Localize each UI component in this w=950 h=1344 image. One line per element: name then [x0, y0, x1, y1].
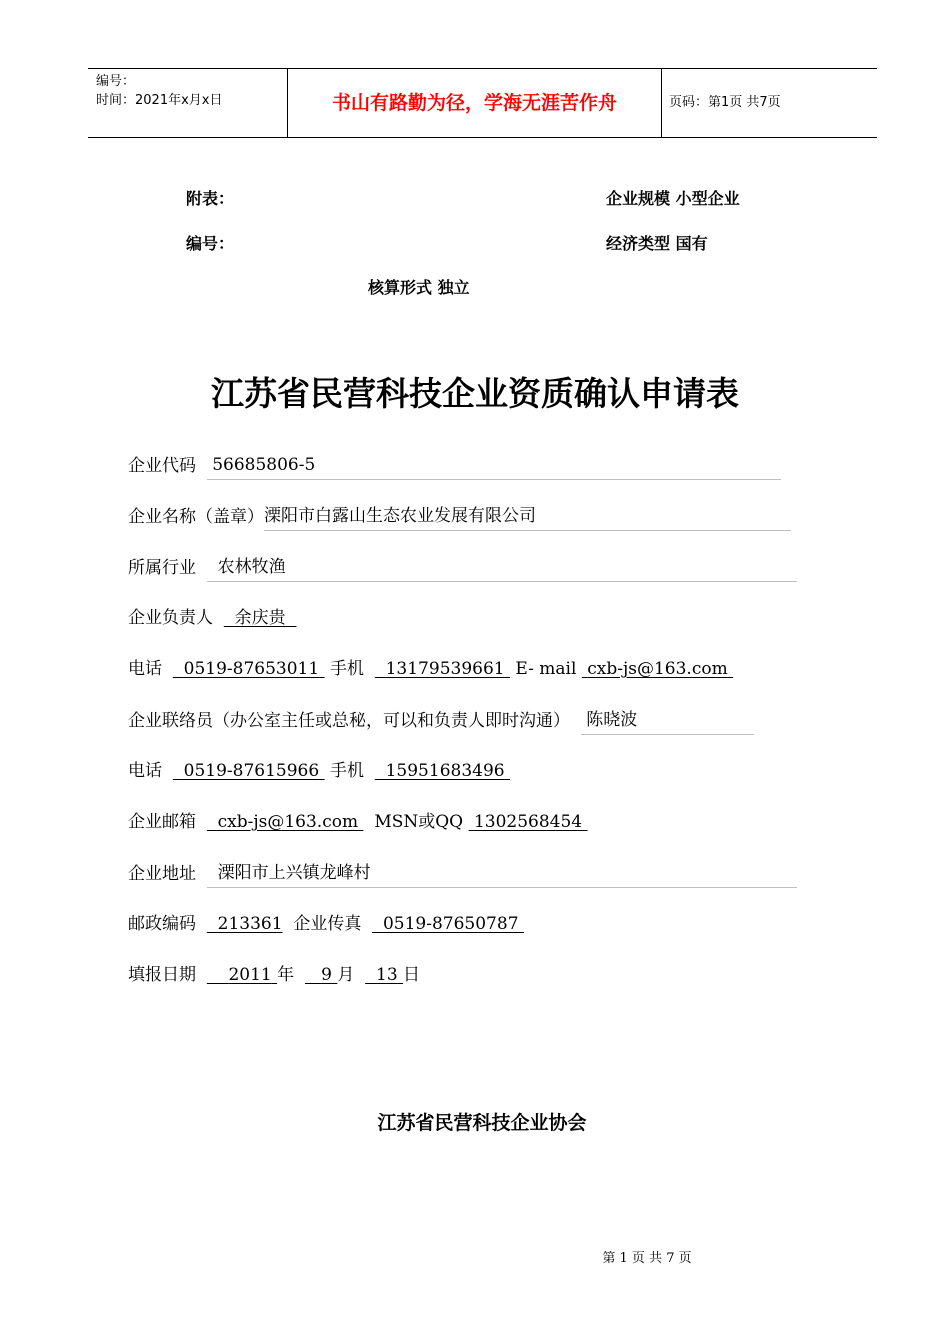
fax-label: 企业传真	[293, 914, 362, 934]
date-label: 填报日期	[128, 965, 196, 985]
postcode-field	[207, 914, 283, 934]
year-value: 2011	[228, 965, 272, 985]
mobile-field	[375, 659, 510, 679]
page-footer: 第 1 页 共 7 页	[602, 1251, 692, 1266]
mailbox-value: cxb-js@163.com	[217, 812, 359, 832]
leader-field	[224, 608, 297, 628]
phone2-value: 0519-87615966	[183, 761, 320, 781]
email-field	[582, 659, 733, 679]
document-header	[88, 68, 877, 138]
contact-label: 企业联络员（办公室主任或总秘，可以和负责人即时沟通）	[128, 711, 570, 731]
code-value: 56685806-5	[212, 455, 316, 475]
attachment-label: 附表：	[186, 189, 235, 208]
phone2-label: 电话	[128, 761, 162, 781]
mailbox-field	[207, 812, 364, 832]
header-page-info: 页码：第1页 共7页	[669, 95, 781, 110]
mobile2-label: 手机	[329, 761, 364, 781]
enterprise-scale: 企业规模 小型企业	[606, 189, 740, 208]
header-left	[96, 72, 222, 110]
page-title: 江苏省民营科技企业资质确认申请表	[211, 374, 739, 413]
mobile2-field	[375, 761, 510, 781]
form-row-mailbox	[128, 808, 588, 836]
industry-field	[207, 553, 797, 582]
economic-type: 经济类型 国有	[606, 234, 708, 253]
form-row-date	[128, 961, 420, 989]
mobile2-value: 15951683496	[385, 761, 505, 781]
postcode-value: 213361	[217, 914, 283, 934]
phone-field	[173, 659, 325, 679]
mailbox-label: 企业邮箱	[128, 812, 196, 832]
msn-field	[469, 812, 588, 832]
month-field	[305, 965, 337, 985]
accounting-form: 核算形式 独立	[368, 278, 470, 297]
header-number: 编号：	[96, 74, 136, 89]
name-value: 溧阳市白露山生态农业发展有限公司	[264, 506, 536, 526]
form-row-name	[128, 502, 791, 530]
form-row-leader	[128, 604, 296, 632]
number-label: 编号：	[186, 234, 235, 253]
form-row-postcode	[128, 910, 524, 938]
fax-field	[372, 914, 524, 934]
header-motto: 书山有路勤为径，学海无涯苦作舟	[331, 92, 617, 114]
contact-field	[581, 706, 754, 735]
msn-value: 1302568454	[473, 812, 583, 832]
form-row-phone2	[128, 757, 510, 785]
year-field	[207, 965, 277, 985]
postcode-label: 邮政编码	[128, 914, 196, 934]
industry-value: 农林牧渔	[217, 557, 286, 577]
mobile-label: 手机	[329, 659, 364, 679]
code-label: 企业代码	[128, 456, 196, 476]
organization-name: 江苏省民营科技企业协会	[377, 1112, 587, 1134]
address-field	[207, 859, 797, 888]
form-row-industry	[128, 553, 797, 581]
form-row-phone	[128, 655, 733, 683]
header-divider	[661, 69, 662, 137]
leader-value: 余庆贵	[234, 608, 286, 628]
phone2-field	[173, 761, 325, 781]
name-field	[264, 502, 791, 531]
month-unit: 月	[337, 965, 355, 985]
form-row-code	[128, 451, 781, 479]
day-field	[365, 965, 403, 985]
leader-label: 企业负责人	[128, 608, 213, 628]
fax-value: 0519-87650787	[382, 914, 519, 934]
email-label: E- mail	[515, 659, 577, 679]
address-label: 企业地址	[128, 864, 196, 884]
header-time: 时间：2021年x月x日	[96, 93, 223, 108]
month-value: 9	[321, 965, 332, 985]
email-value: cxb-js@163.com	[587, 659, 728, 679]
phone-value: 0519-87653011	[183, 659, 320, 679]
form-row-address	[128, 859, 797, 887]
msn-label: MSN或QQ	[374, 812, 464, 832]
day-value: 13	[376, 965, 398, 985]
name-label: 企业名称（盖章）	[128, 507, 264, 527]
phone-label: 电话	[128, 659, 162, 679]
address-value: 溧阳市上兴镇龙峰村	[217, 863, 371, 883]
day-unit: 日	[403, 965, 421, 985]
year-unit: 年	[277, 965, 295, 985]
mobile-value: 13179539661	[385, 659, 505, 679]
form-row-contact	[128, 706, 754, 734]
industry-label: 所属行业	[128, 558, 196, 578]
contact-value: 陈晓波	[586, 710, 638, 730]
code-field	[207, 451, 781, 480]
